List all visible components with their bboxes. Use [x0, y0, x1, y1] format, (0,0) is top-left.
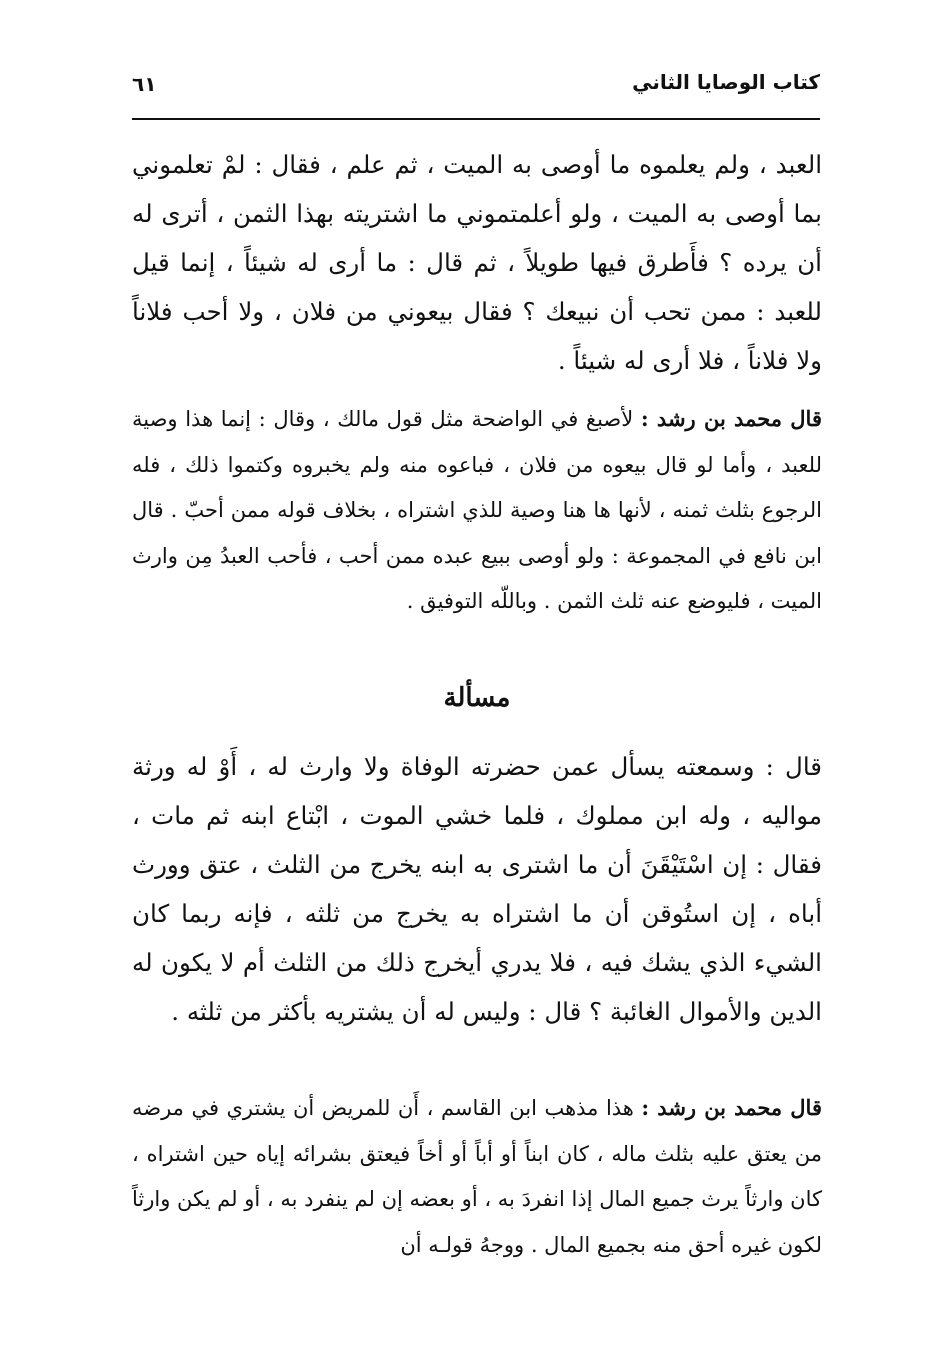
paragraph-text: هذا مذهب ابن القاسم ، أَن للمريض أن يشتري في مرضه من يعتق عليه بثلث ماله ، كان ابناً أو أباً أو أخاً فيعتق بشرائه إياه حين اشتراه ، كان وارثاً يرث جميع المال إذا انفردَ به ، أو بعضه إن لم ينفرد به ، أو لم يكن وارثاً لكون غيره أحق منه بجميع المال . ووجهُ قولـه أن: [132, 1096, 822, 1257]
commentary-paragraph: [132, 1085, 822, 1268]
page-number: ٦١: [132, 72, 157, 96]
page-header: [132, 68, 820, 112]
main-text-paragraph: [132, 742, 822, 1036]
commentary-lead: قال محمد بن رشد :: [640, 406, 822, 431]
header-divider: [132, 118, 820, 120]
commentary-paragraph: [132, 396, 822, 625]
section-heading: مسألة: [443, 683, 511, 713]
running-title: كتاب الوصايا الثاني: [632, 70, 820, 94]
paragraph-text: لأصبغ في الواضحة مثل قول مالك ، وقال : إنما هذا وصية للعبد ، وأما لو قال بيعوه من فلان ، فباعوه منه ولم يخبروه وكتموا ذلك ، فله الرجوع بثلث ثمنه ، لأنها ها هنا وصية للذي اشتراه ، بخلاف قوله ممن أحبّ . قال ابن نافع في المجموعة : ولو أوصى ببيع عبده ممن أحب ، فأحب العبدُ مِن وارث الميت ، فليوضع عنه ثلث الثمن . وباللّه التوفيق .: [132, 407, 822, 613]
paragraph-text: العبد ، ولم يعلموه ما أوصى به الميت ، ثم علم ، فقال : لمْ تعلموني بما أوصى به الميت ، ولو أعلمتموني ما اشتريته بهذا الثمن ، أترى له أن يرده ؟ فأَطرق فيها طويلاً ، ثم قال : ما أرى له شيئاً ، إنما قيل للعبد : ممن تحب أن نبيعك ؟ فقال بيعوني من فلان ، ولا أحب فلاناً ولا فلاناً ، فلا أرى له شيئاً .: [132, 150, 822, 375]
paragraph-text: قال : وسمعته يسأل عمن حضرته الوفاة ولا وارث له ، أَوْ له ورثة مواليه ، وله ابن مملوك ، فلما خشي الموت ، ابْتاع ابنه ثم مات ، فقال : إن اسْتَيْقَنَ أن ما اشترى به ابنه يخرج من الثلث ، عتق وورث أباه ، إن استُوقن أن ما اشتراه به يخرج من ثلثه ، فإنه ربما كان الشيء الذي يشك فيه ، فلا يدري أيخرج ذلك من الثلث أم لا يكون له الدين والأموال الغائبة ؟ قال : وليس له أن يشتريه بأكثر من ثلثه .: [132, 752, 822, 1026]
commentary-lead: قال محمد بن رشد :: [641, 1095, 822, 1120]
main-text-paragraph: [132, 140, 822, 385]
